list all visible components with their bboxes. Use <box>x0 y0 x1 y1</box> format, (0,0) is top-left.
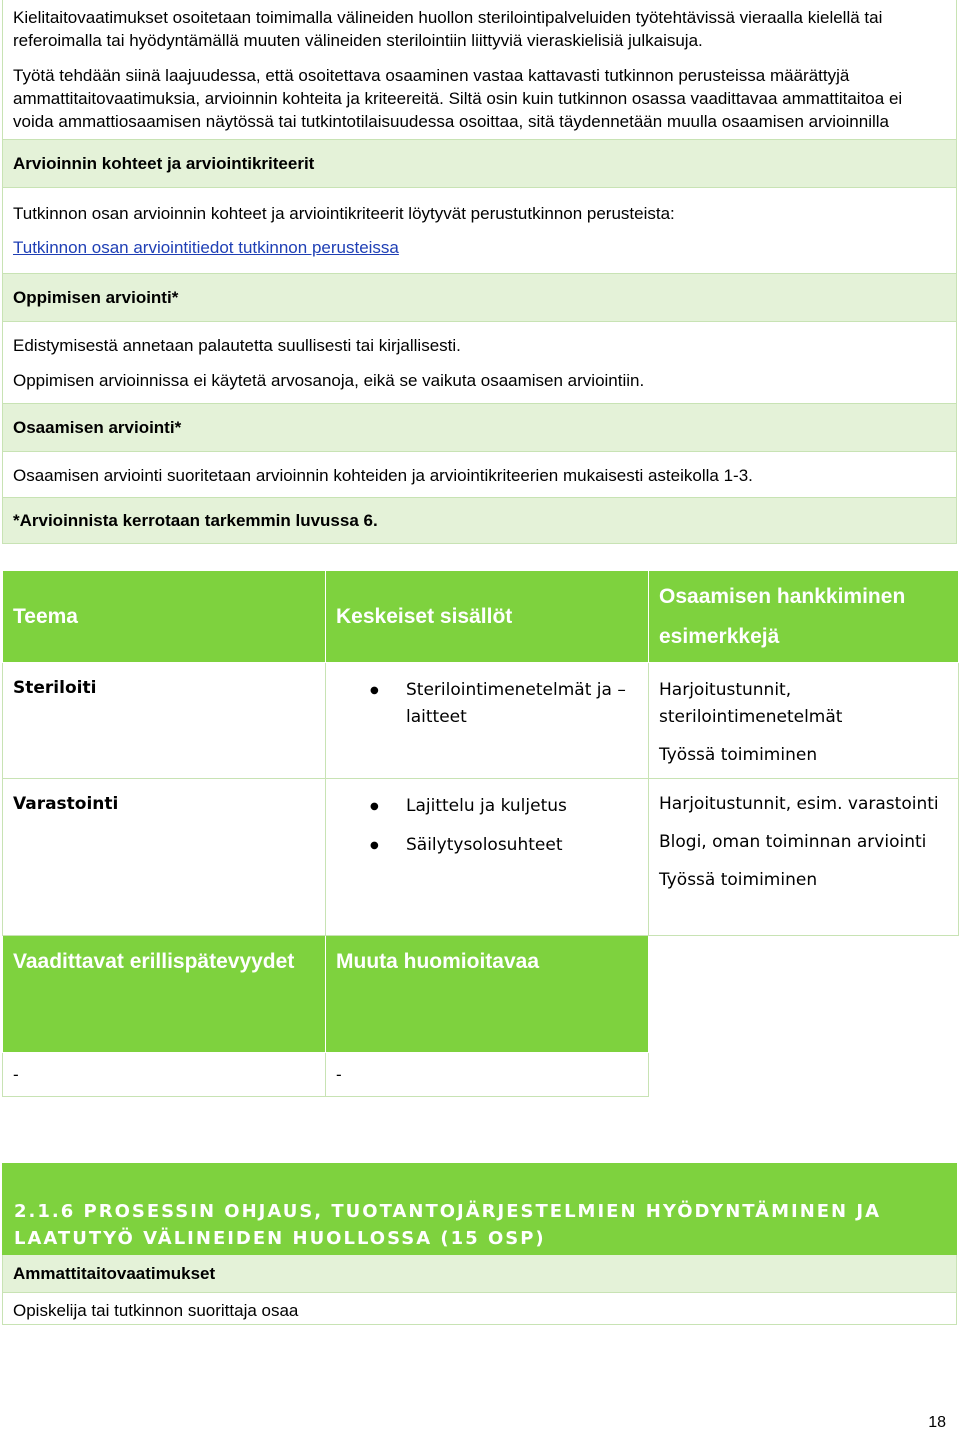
requirements-block <box>2 1255 957 1325</box>
other-notes-value: - <box>326 1053 649 1097</box>
section-title: 2.1.6 PROSESSIN OHJAUS, TUOTANTOJÄRJESTELMIEN HYÖDYNTÄMINEN JA LAATUTYÖ VÄLINEIDEN HUOLLOSSA (15 OSP) <box>14 1201 882 1249</box>
extra-values-row <box>3 1053 959 1097</box>
examples-cell <box>649 663 959 779</box>
requirements-text: Opiskelija tai tutkinnon suorittaja osaa <box>13 1301 299 1320</box>
intro-cell <box>2 0 957 140</box>
theme-cell: Varastointi <box>3 779 326 936</box>
requirements-cell <box>2 1293 957 1325</box>
assessment-note: *Arvioinnista kerrotaan tarkemmin luvussa 6. <box>2 498 957 544</box>
learning-heading: Oppimisen arviointi* <box>2 274 957 322</box>
header-theme: Teema <box>3 571 326 663</box>
table-row <box>3 779 959 936</box>
criteria-cell <box>2 188 957 274</box>
empty-cell <box>649 1053 959 1097</box>
scope-text: Työtä tehdään siinä laajuudessa, että osoitettava osaaminen vastaa kattavasti tutkinnon perusteissa määrättyjä ammattitaitovaatimuksia, arvioinnin kohteita ja kriteereitä. Siltä osin kuin tutkinnon osassa vaadittavaa ammattitaitoa ei voida ammattiosaamisen näytössä tai tutkintotilaisuudessa osoittaa, sitä täydennetään muulla osaamisen arvioinnilla <box>13 66 903 131</box>
criteria-link[interactable]: Tutkinnon osan arviointitiedot tutkinnon perusteissa <box>13 238 399 257</box>
competence-text: Osaamisen arviointi suoritetaan arvioinnin kohteiden ja arviointikriteerien mukaisesti asteikolla 1-3. <box>13 466 753 485</box>
header-examples: Osaamisen hankkiminen esimerkkejä <box>649 571 959 663</box>
competence-cell <box>2 452 957 498</box>
example-item: Harjoitustunnit, sterilointimenetelmät <box>659 680 843 727</box>
header-qualifications: Vaadittavat erillispätevyydet <box>3 936 326 1053</box>
learning-cell <box>2 322 957 404</box>
contents-cell <box>326 779 649 936</box>
list-item: ● Lajittelu ja kuljetus <box>336 793 638 820</box>
examples-cell <box>649 779 959 936</box>
criteria-heading: Arvioinnin kohteet ja arviointikriteerit <box>2 140 957 188</box>
example-item: Blogi, oman toiminnan arviointi <box>659 832 927 852</box>
extra-header-row <box>3 936 959 1053</box>
themes-header-row <box>3 571 959 663</box>
list-item: ● Säilytysolosuhteet <box>336 832 638 859</box>
list-item: ● Sterilointimenetelmät ja –laitteet <box>336 677 638 731</box>
competence-heading: Osaamisen arviointi* <box>2 404 957 452</box>
page-number: 18 <box>928 1414 946 1431</box>
assessment-block <box>2 0 957 544</box>
contents-cell <box>326 663 649 779</box>
requirements-heading: Ammattitaitovaatimukset <box>2 1255 957 1293</box>
criteria-text: Tutkinnon osan arvioinnin kohteet ja arviointikriteerit löytyvät perustutkinnon perusteista: <box>13 204 675 223</box>
themes-table <box>2 570 959 1097</box>
learning-line-1: Edistymisestä annetaan palautetta suullisesti tai kirjallisesti. <box>13 336 461 355</box>
learning-line-2: Oppimisen arvioinnissa ei käytetä arvosanoja, eikä se vaikuta osaamisen arviointiin. <box>13 371 645 390</box>
theme-cell: Steriloiti <box>3 663 326 779</box>
table-row <box>3 663 959 779</box>
empty-cell <box>649 936 959 1053</box>
example-item: Työssä toimiminen <box>659 745 818 765</box>
header-other-notes: Muuta huomioitavaa <box>326 936 649 1053</box>
example-item: Työssä toimiminen <box>659 870 818 890</box>
header-contents: Keskeiset sisällöt <box>326 571 649 663</box>
example-item: Harjoitustunnit, esim. varastointi <box>659 794 939 814</box>
qualifications-value: - <box>3 1053 326 1097</box>
language-requirements-text: Kielitaitovaatimukset osoitetaan toimimalla välineiden huollon sterilointipalveluiden työtehtävissä vieraalla kielellä tai referoimalla tai hyödyntämällä muuten välineiden sterilointiin liittyviä vieraskielisiä julkaisuja. <box>13 8 883 50</box>
